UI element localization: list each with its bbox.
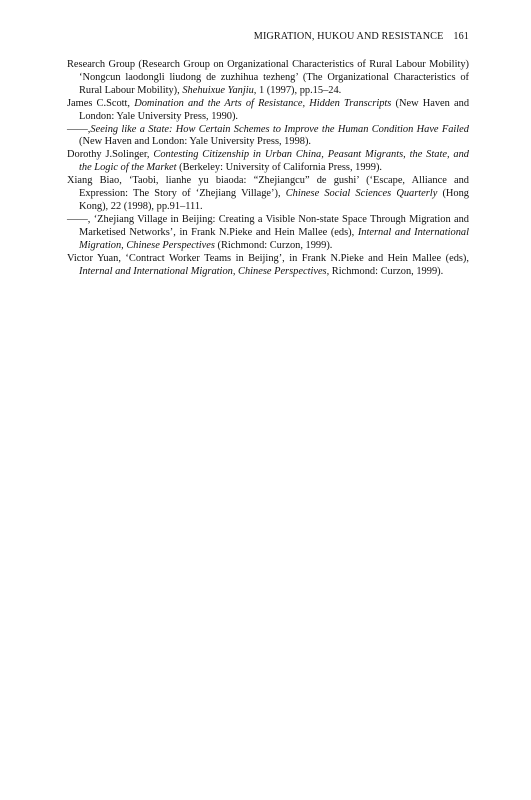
reference-entry — [67, 149, 469, 175]
reference-title: Chinese Social Sciences Quarterly — [285, 188, 438, 200]
reference-entry — [67, 124, 469, 150]
reference-entry — [67, 253, 469, 279]
reference-text: ——, — [67, 123, 91, 135]
reference-text: Xiang Biao, ‘Taobi, lianhe yu biaoda: “Zhejiangcu” de gushi’ (‘Escape, Alliance and Expression: The Story of ‘Zhejiang Village’), — [67, 175, 469, 200]
running-title: MIGRATION, HUKOU AND RESISTANCE — [253, 31, 444, 42]
reference-entry — [67, 175, 469, 214]
reference-entry — [67, 214, 469, 253]
reference-title: Internal and International Migration, Chinese Perspectives, — [79, 265, 330, 277]
reference-text: (New Haven and London: Yale University Press, 1990). — [79, 97, 470, 122]
reference-title: Shehuixue Yanjiu, — [182, 84, 257, 96]
reference-text: (Hong Kong), 22 (1998), pp.91–111. — [79, 188, 469, 212]
reference-title: Seeing like a State: How Certain Schemes to Improve the Human Condition Have Failed — [90, 123, 469, 135]
reference-text: Research Group (Research Group on Organizational Characteristics of Rural Labour Mobility) ‘Nongcun laodongli liudong de zuzhihua tezheng’ (The Organizational Characteristics of Rural Labour Mobility), — [67, 59, 469, 96]
reference-list — [67, 59, 469, 278]
reference-text: (Richmond: Curzon, 1999). — [214, 239, 333, 251]
reference-entry — [67, 59, 469, 98]
reference-title: Internal and International Migration, Chinese Perspectives — [79, 226, 469, 251]
reference-text: Victor Yuan, ‘Contract Worker Teams in Beijing’, in Frank N.Pieke and Hein Mallee (eds), — [67, 252, 469, 264]
reference-text: (New Haven and London: Yale University Press, 1998). — [79, 136, 312, 148]
reference-title: Domination and the Arts of Resistance, Hidden Transcripts — [134, 97, 392, 109]
reference-text: (Berkeley: University of California Press, 1999). — [176, 162, 383, 174]
reference-text: Richmond: Curzon, 1999). — [329, 265, 444, 277]
page-number: 161 — [453, 31, 469, 42]
reference-text: Dorothy J.Solinger, — [67, 149, 154, 161]
reference-text: James C.Scott, — [67, 97, 135, 109]
reference-text: ——, ‘Zhejiang Village in Beijing: Creating a Visible Non-state Space Through Migration and Marketised Networks’, in Frank N.Pieke and Hein Mallee (eds), — [67, 213, 469, 238]
reference-entry — [67, 98, 469, 124]
reference-title: Contesting Citizenship in Urban China, Peasant Migrants, the State, and the Logic of the Market — [79, 149, 469, 174]
running-header — [62, 31, 469, 42]
reference-text: 1 (1997), pp.15–24. — [256, 84, 342, 96]
